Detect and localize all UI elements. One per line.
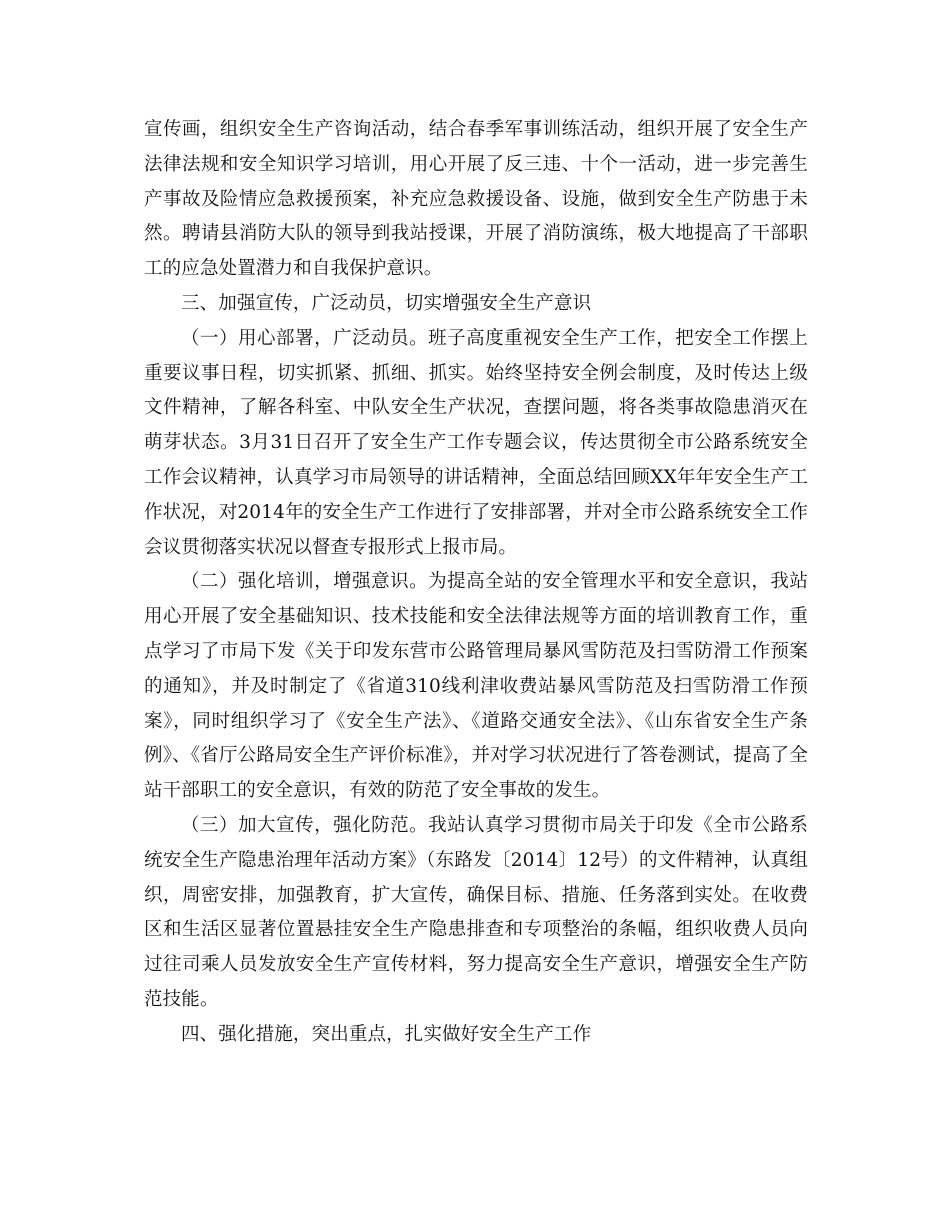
section-heading-3: 三、加强宣传，广泛动员，切实增强安全生产意识 xyxy=(181,292,592,314)
section-heading-4: 四、强化措施，突出重点，扎实做好安全生产工作 xyxy=(181,1023,592,1045)
paragraph-deployment: （一）用心部署，广泛动员。班子高度重视安全生产工作，把安全工作摆上重要议事日程，切实抓紧、抓细、抓实。始终坚持安全例会制度，及时传达上级文件精神，了解各科室、中队安全生产状况，查摆问题，将各类事故隐患消灭在萌芽状态。3月31日召开了安全生产工作专题会议，传达贯彻全市公路系统安全工作会议精神，认真学习市局领导的讲话精神，全面总结回顾XX年年安全生产工作状况，对2014年的安全生产工作进行了安排部署，并对全市公路系统安全工作会议贯彻落实状况以督查专报形式上报市局。 xyxy=(144,327,808,558)
paragraph-publicity: （三）加大宣传，强化防范。我站认真学习贯彻市局关于印发《全市公路系统安全生产隐患治理年活动方案》（东路发〔2014〕12号）的文件精神，认真组织，周密安排，加强教育，扩大宣传，确保目标、措施、任务落到实处。在收费区和生活区显著位置悬挂安全生产隐患排查和专项整治的条幅，组织收费人员向过往司乘人员发放安全生产宣传材料，努力提高安全生产意识，增强安全生产防范技能。 xyxy=(144,814,808,1010)
paragraph-training: （二）强化培训，增强意识。为提高全站的安全管理水平和安全意识，我站用心开展了安全基础知识、技术技能和安全法律法规等方面的培训教育工作，重点学习了市局下发《关于印发东营市公路管理局暴风雪防范及扫雪防滑工作预案的通知》，并及时制定了《省道310线利津收费站暴风雪防范及扫雪防滑工作预案》，同时组织学习了《安全生产法》、《道路交通安全法》、《山东省安全生产条例》、《省厅公路局安全生产评价标准》，并对学习状况进行了答卷测试，提高了全站干部职工的安全意识，有效的防范了安全事故的发生。 xyxy=(144,571,808,802)
paragraph-continuation: 宣传画，组织安全生产咨询活动，结合春季军事训练活动，组织开展了安全生产法律法规和安全知识学习培训，用心开展了反三违、十个一活动，进一步完善生产事故及险情应急救援预案，补充应急救援设备、设施，做到安全生产防患于未然。聘请县消防大队的领导到我站授课，开展了消防演练，极大地提高了干部职工的应急处置潜力和自我保护意识。 xyxy=(144,119,808,280)
document-body xyxy=(144,113,808,1053)
